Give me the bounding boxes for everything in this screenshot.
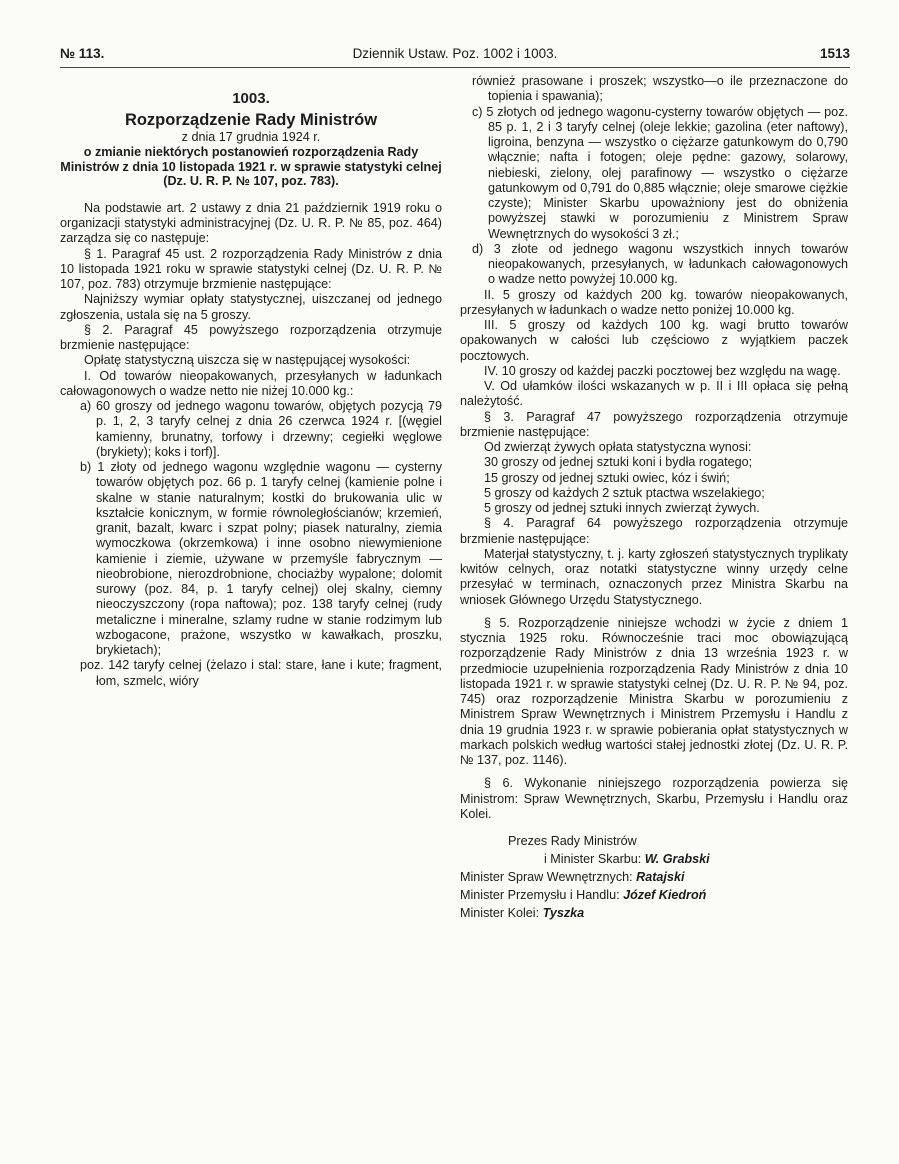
paragraph-1-text: Najniższy wymiar opłaty statystycznej, uiszczanej od jednego zgłoszenia, ustala się na 5 groszy. [60, 292, 442, 322]
paragraph-4-text: Materjał statystyczny, t. j. karty zgłoszeń statystycznych tryplikaty kwitów celnych, oraz notatki statystyczne winny urzędy celne przesyłać w terminach, oznaczonych przez Ministra Skarbu na wniosek Głównego Urzędu Statystycznego. [460, 546, 848, 607]
signature-title: Prezes Rady Ministrów [508, 834, 637, 848]
fee-line: 5 groszy od każdych 2 sztuk ptactwa wszelakiego; [484, 485, 765, 500]
paragraph-4: § 4. Paragraf 64 powyższego rozporządzenia otrzymuje brzmienie następujące: [460, 516, 848, 546]
item-b-cont: poz. 142 taryfy celnej (żelazo i stal: stare, łane i kute; fragment, łom, szmelc, wióry [80, 658, 442, 688]
item-c: c) 5 złotych od jednego wagonu-cysterny towarów objętych — poz. 85 p. 1, 2 i 3 taryfy celnej (oleje lekkie; gazolina (eter naftowy), ligroina, benzyna — wszystko o ciężarze gatunkowym do 0,790 włącznie; nafta i fotogen; oleje pędne: gazowy, solarowy, niebieski, zielony, olej parafinowy — wszystko o ciężarze gatunkowym od 0,791 do 0,885 włącznie; oleje smarowe ciężkie czyste); Minister Skarbu upoważniony jest do obniżenia powyższej stawki w porozumieniu z Ministrem Spraw Wewnętrznych do wysokości 3 zł.; [472, 104, 848, 241]
document-title: Rozporządzenie Rady Ministrów [124, 111, 378, 129]
preamble: Na podstawie art. 2 ustawy z dnia 21 październik 1919 roku o organizacji statystyki administracyjnej (Dz. U. R. P. № 85, poz. 464) zarządza się co następuje: [60, 200, 442, 246]
issue-number: № 113. [60, 46, 105, 61]
journal-title: Dziennik Ustaw. Poz. 1002 i 1003. [352, 46, 558, 61]
signature-name: W. Grabski [644, 852, 710, 866]
paragraph-2: § 2. Paragraf 45 powyższego rozporządzenia otrzymuje brzmienie następujące: [60, 322, 442, 352]
document-date: z dnia 17 grudnia 1924 r. [181, 130, 321, 144]
item-a: a) 60 groszy od jednego wagonu towarów, objętych pozycją 79 p. 1, 2, 3 taryfy celnej z dnia 26 czerwca 1924 r. [(węgiel kamienny, brunatny, torfowy i drzewny; cegiełki węglowe (brykiety); koks i torf)]. [80, 399, 442, 459]
left-column [60, 90, 442, 689]
signatures [460, 832, 848, 922]
page-number: 1513 [819, 46, 850, 61]
signature-name: Józef Kiedroń [623, 888, 707, 902]
item-b: b) 1 złoty od jednego wagonu względnie wagonu — cysterny towarów objętych poz. 66 p. 1 taryfy celnej (kamienie polne i skalne w stanie naturalnym; kostki do brukowania ulic w kształcie konicznym, w formie równoległościanów; krzemień, granit, bazalt, kwarc i szpat polny; piasek naturalny, ziemia wymoczkowa (okrzemkowa) i inne osobno niewymienione kamienie i ziemie, używane w przemyśle fabrycznym — nieobrobione, nierozdrobnione, chociażby wypalone; dolomit surowy (poz. 84, p. 1 taryfy celnej) olej skalny, ciemny nieoczyszczony (ropa naftowa); poz. 138 taryfy celnej (rudy metaliczne i mineralne, szlamy rudne w stanie rodzimym lub wzbogacone, prażone, wszystko w kawałkach, proszku, brykietach); [80, 460, 442, 657]
paragraph-3: § 3. Paragraf 47 powyższego rozporządzenia otrzymuje brzmienie następujące: [460, 409, 848, 439]
fee-line: 5 groszy od jednej sztuki innych zwierząt żywych. [484, 501, 760, 515]
signature-name: Tyszka [542, 906, 585, 920]
paragraph-6: § 6. Wykonanie niniejszego rozporządzenia powierza się Ministrom: Spraw Wewnętrznych, Skarbu, Przemysłu i Handlu oraz Kolei. [460, 776, 848, 821]
document-subject: o zmianie niektórych postanowień rozporządzenia Rady Ministrów z dnia 10 listopada 1921 r. w sprawie statystyki celnej (Dz. U. R. P. № 107, poz. 783). [60, 145, 442, 189]
section-I: I. Od towarów nieopakowanych, przesyłanych w ładunkach całowagonowych o wadze netto nie niżej 10.000 kg.: [60, 368, 442, 398]
signature-line: Minister Kolei: Tyszka [460, 906, 585, 920]
section-III: III. 5 groszy od każdych 100 kg. wagi brutto towarów opakowanych w całości lub częściowo z wyjątkiem paczek pocztowych. [460, 318, 848, 363]
section-IV: IV. 10 groszy od każdej paczki pocztowej bez względu na wagę. [484, 363, 841, 378]
fee-line: 30 groszy od jednej sztuki koni i bydła rogatego; [484, 455, 753, 470]
header-rule [60, 67, 850, 68]
fee-line: 15 groszy od jednej sztuki owiec, kóz i świń; [484, 470, 730, 485]
paragraph-1: § 1. Paragraf 45 ust. 2 rozporządzenia Rady Ministrów z dnia 10 listopada 1921 roku w sprawie statystyki celnej (Dz. U. R. P. № 107, poz. 783) otrzymuje brzmienie następujące: [60, 246, 442, 291]
page-header [60, 46, 850, 64]
signature-line: i Minister Skarbu: W. Grabski [544, 852, 710, 866]
signature-line: Minister Spraw Wewnętrznych: Ratajski [460, 870, 685, 884]
section-V: V. Od ułamków ilości wskazanych w p. II i III opłaca się pełną należytość. [460, 379, 848, 409]
right-column [460, 74, 848, 922]
paragraph-2-text: Opłatę statystyczną uiszcza się w następującej wysokości: [84, 353, 411, 368]
item-b-end: również prasowane i proszek; wszystko—o ile przeznaczone do topienia i spawania); [472, 74, 848, 104]
section-II: II. 5 groszy od każdych 200 kg. towarów nieopakowanych, przesyłanych w ładunkach o wadze netto poniżej 10.000 kg. [460, 287, 848, 317]
signature-line: Minister Przemysłu i Handlu: Józef Kiedroń [460, 888, 707, 902]
item-number: 1003. [232, 90, 270, 107]
paragraph-3-intro: Od zwierząt żywych opłata statystyczna wynosi: [484, 440, 752, 454]
paragraph-5: § 5. Rozporządzenie niniejsze wchodzi w życie z dniem 1 stycznia 1925 roku. Równocześnie traci moc obowiązującą rozporządzenie Rady Ministrów z dnia 13 września 1923 r. w przedmiocie uzupełnienia rozporządzenia Rady Ministrów z dnia 10 listopada 1921 r. w sprawie statystyki celnej (Dz. U. R. P. № 94, poz. 745) oraz rozporządzenie Ministra Skarbu w porozumieniu z Ministrem Spraw Wewnętrznych i Ministrem Przemysłu i Handlu z dnia 19 grudnia 1923 r. w sprawie pobierania opłat statystycznych w markach polskich według wartości stałej jednostki złotej (Dz. U. R. P. № 137, poz. 1146). [460, 615, 848, 767]
item-d: d) 3 złote od jednego wagonu wszystkich innych towarów nieopakowanych, przesyłanych, w ładunkach całowagonowych o wadze netto powyżej 10.000 kg. [472, 241, 848, 287]
signature-name: Ratajski [636, 870, 685, 884]
